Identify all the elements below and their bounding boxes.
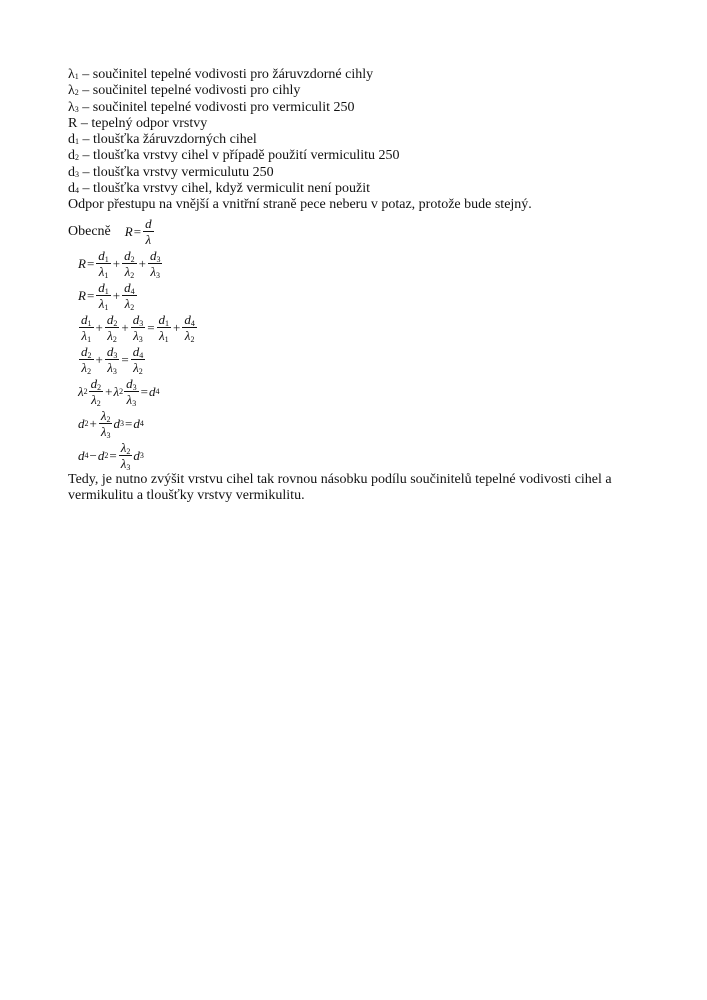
equation-simplified: $\frac{d_2}{\lambda_2}$ + $\frac{d_3}{\lambda_3}$ = $\frac{d_4}{\lambda_2}$ — [81, 343, 144, 376]
document-page — [68, 67, 668, 504]
definition-line: $d_2$ – tloušťka vrstvy cihel v případě použití vermiculitu 250 — [68, 148, 400, 164]
equation-r-with-vermiculite: R = $\frac{d_1}{\lambda_1}$ + $\frac{d_2}{\lambda_2}$ + $\frac{d_3}{\lambda_3}$ — [78, 247, 161, 280]
definition-line: $\lambda_2$ – součinitel tepelné vodivosti pro cihly — [68, 83, 301, 99]
definition-line: $\lambda_1$ – součinitel tepelné vodivosti pro žáruvzdorné cihly — [68, 67, 374, 82]
equation-general: Obecně R = $\frac{d}{\lambda}$ — [68, 215, 152, 247]
equation-multiplied: λ 2 $\frac{d_2}{\lambda_2}$ + λ 2 $\frac{d_3}{\lambda_3}$ = d 4 — [78, 375, 160, 408]
definition-line: $\lambda_3$ – součinitel tepelné vodivosti pro vermiculit 250 — [68, 99, 355, 115]
definition-line: $d_1$ – tloušťka žáruvzdorných cihel — [68, 132, 257, 148]
note-text: Odpor přestupu na vnější a vnitřní straně pece neberu v potaz, protože bude stejný. — [68, 197, 532, 213]
equation-r-without-vermiculite: R = $\frac{d_1}{\lambda_1}$ + $\frac{d_4}{\lambda_2}$ — [78, 279, 135, 312]
equation-equality: $\frac{d_1}{\lambda_1}$ + $\frac{d_2}{\lambda_2}$ + $\frac{d_3}{\lambda_3}$ = $\frac{d_1}{\lambda_1}$ + $\frac{d_4}{\lambda_2}$ — [81, 311, 195, 344]
equation-difference: d 4 − d 2 = $\frac{\lambda_2}{\lambda_3}$ d 3 — [78, 439, 144, 472]
general-label: Obecně — [68, 223, 111, 239]
definition-line: $d_3$ – tloušťka vrstvy vermiculutu 250 — [68, 164, 274, 180]
definition-line: R – tepelný odpor vrstvy — [68, 115, 208, 131]
definition-line: $d_4$ – tloušťka vrstvy cihel, když vermiculit není použit — [68, 181, 370, 197]
conclusion-text: Tedy, je nutno zvýšit vrstvu cihel tak rovnou násobku podílu součinitelů tepelné vodivosti cihel a vermikulitu a tloušťky vrstvy vermikulitu. — [68, 471, 612, 503]
equation-d4: d 2 + $\frac{\lambda_2}{\lambda_3}$ d 3 = d 4 — [78, 407, 144, 440]
definitions-list — [68, 67, 668, 197]
